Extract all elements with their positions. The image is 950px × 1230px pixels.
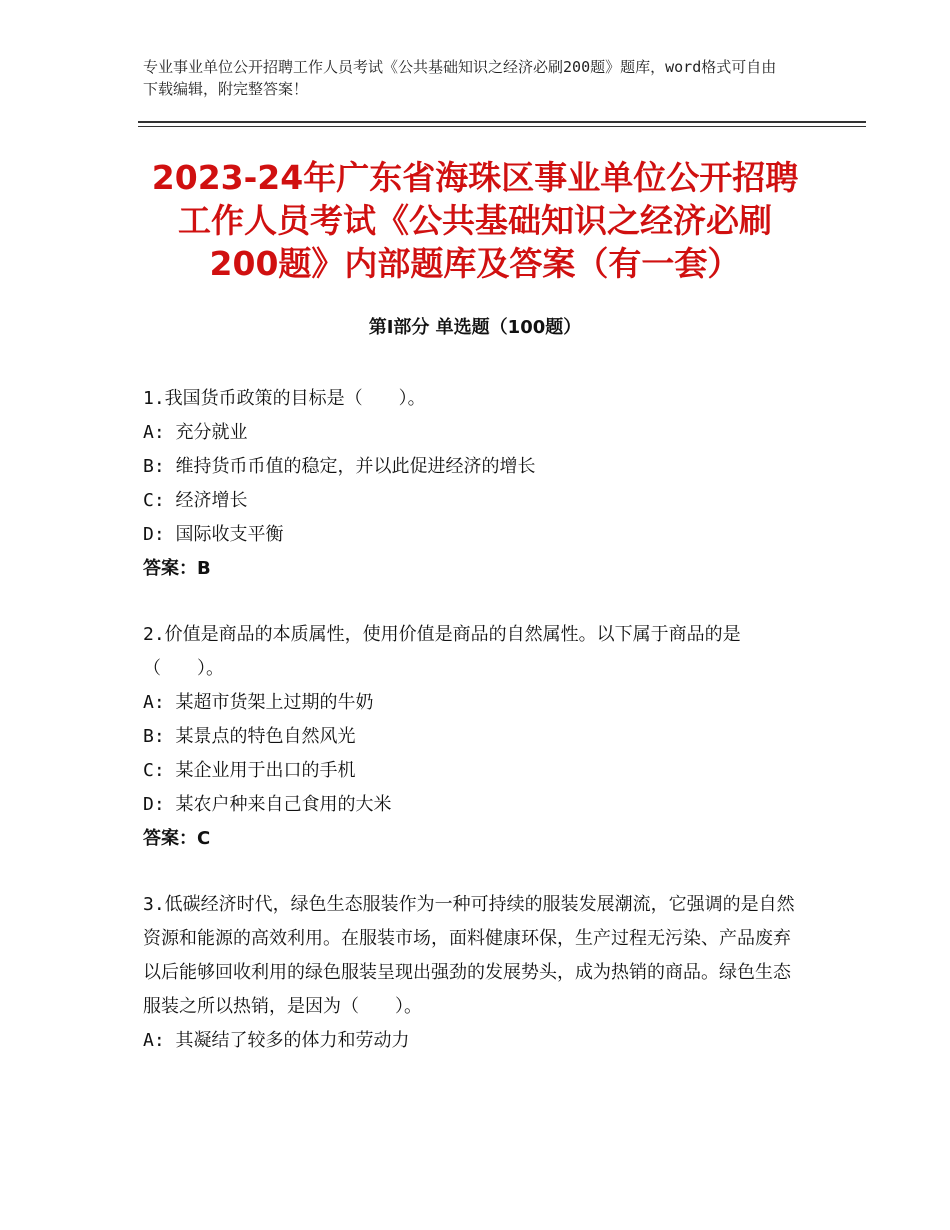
answer: 答案：C	[143, 828, 211, 849]
question-stem: 1.我国货币政策的目标是（ ）。	[143, 388, 426, 409]
option-c: C: 某企业用于出口的手机	[143, 760, 356, 781]
option-d: D: 某农户种来自己食用的大米	[143, 794, 392, 815]
answer: 答案：B	[143, 558, 211, 579]
option-d: D: 国际收支平衡	[143, 524, 284, 545]
header-divider-thick	[138, 121, 866, 123]
option-a: A: 其凝结了较多的体力和劳动力	[143, 1030, 410, 1051]
option-a: A: 充分就业	[143, 422, 248, 443]
question-2	[143, 618, 808, 856]
option-b: B: 维持货币币值的稳定，并以此促进经济的增长	[143, 456, 536, 477]
question-1	[143, 382, 808, 586]
header-divider-thin	[138, 126, 866, 127]
question-stem: 2.价值是商品的本质属性，使用价值是商品的自然属性。以下属于商品的是（ ）。	[143, 624, 741, 679]
header-note: 专业事业单位公开招聘工作人员考试《公共基础知识之经济必刷200题》题库，word格式可自由下载编辑，附完整答案！	[143, 58, 777, 98]
option-b: B: 某景点的特色自然风光	[143, 726, 356, 747]
question-list	[143, 382, 808, 1090]
title-line-3: 200题》内部题库及答案（有一套）	[209, 244, 741, 283]
option-c: C: 经济增长	[143, 490, 248, 511]
section-heading: 第Ⅰ部分 单选题（100题）	[368, 317, 582, 338]
option-a: A: 某超市货架上过期的牛奶	[143, 692, 374, 713]
question-stem: 3.低碳经济时代，绿色生态服装作为一种可持续的服装发展潮流，它强调的是自然资源和能源的高效利用。在服装市场，面料健康环保，生产过程无污染、产品废弃以后能够回收利用的绿色服装呈现出强劲的发展势头，成为热销的商品。绿色生态服装之所以热销，是因为（ ）。	[143, 894, 795, 1017]
document-title	[120, 156, 830, 285]
question-3	[143, 888, 808, 1058]
title-line-2: 工作人员考试《公共基础知识之经济必刷	[178, 201, 772, 240]
title-line-1: 2023-24年广东省海珠区事业单位公开招聘	[151, 158, 799, 197]
